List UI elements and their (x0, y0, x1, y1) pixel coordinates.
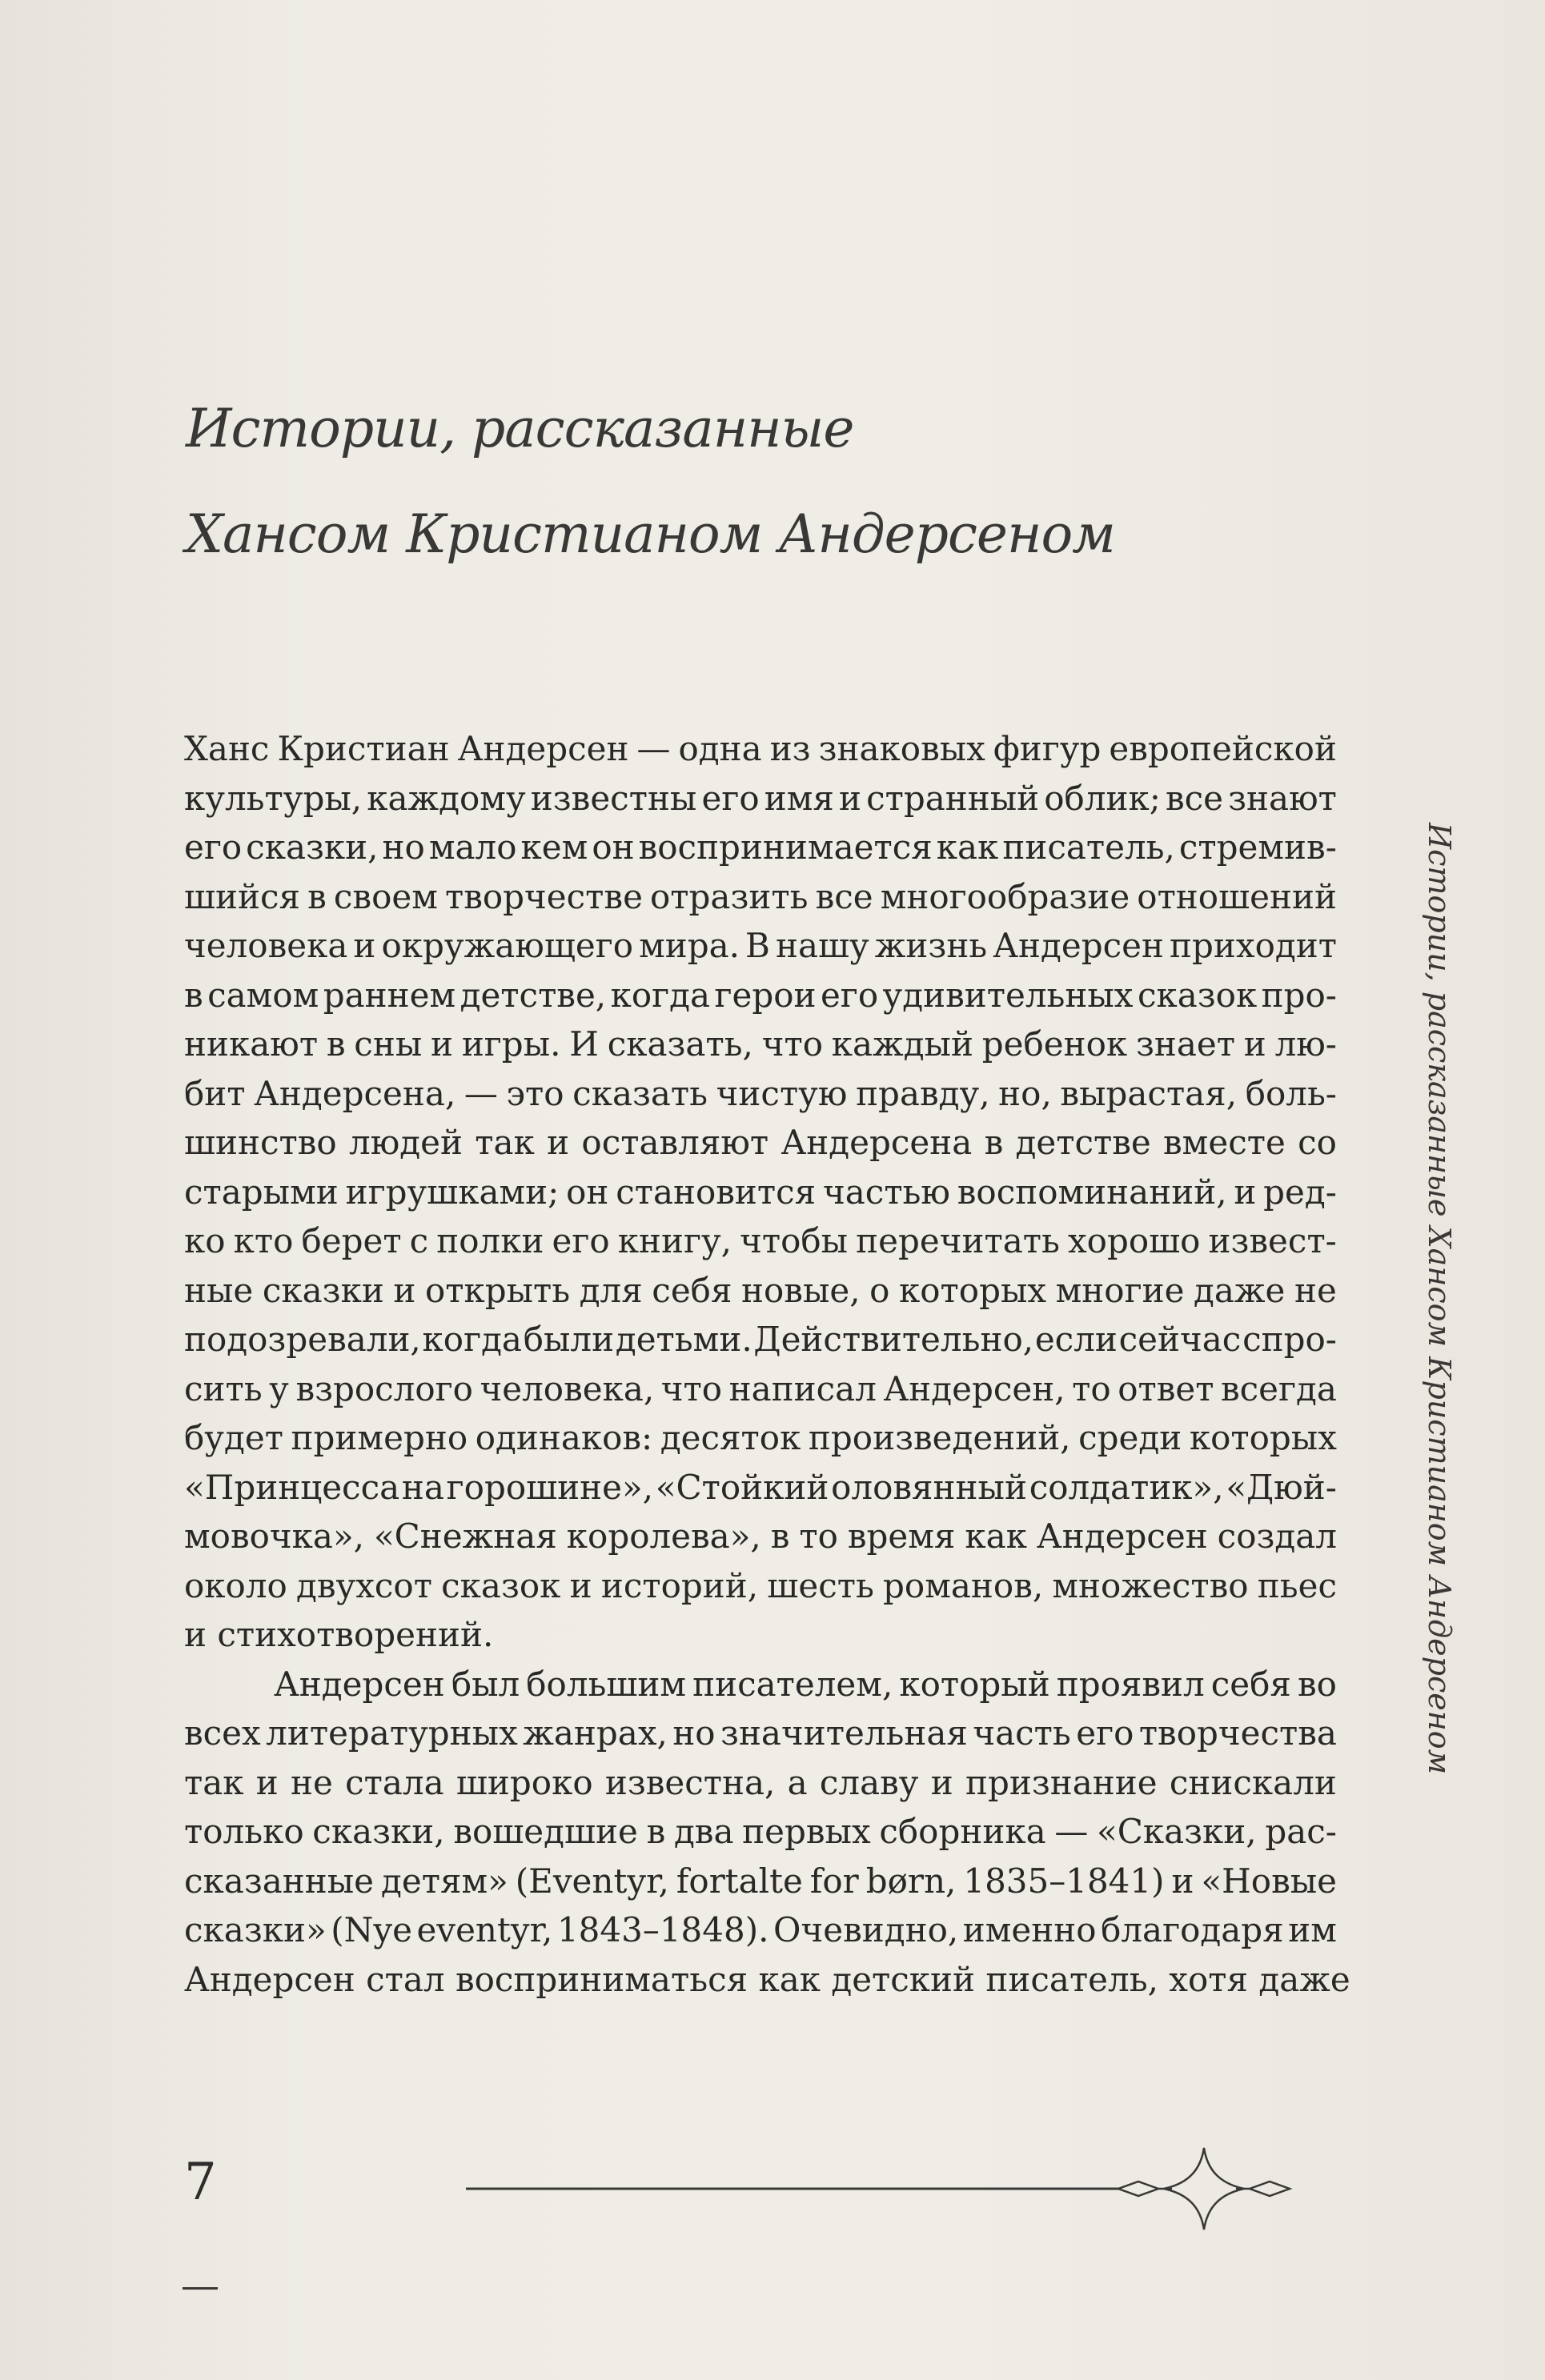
text-line: сить у взрослого человека, что написал Андерсен, то ответ всегда (184, 1368, 1337, 1408)
text-line: ко кто берет с полки его книгу, чтобы перечитать хорошо извест- (184, 1221, 1337, 1260)
text-line: Андерсен был большим писателем, который проявил себя во (274, 1664, 1337, 1704)
text-line: бит Андерсена, — это сказать чистую правду, но, вырастая, боль- (184, 1073, 1337, 1113)
text-line: ные сказки и открыть для себя новые, о которых многие даже не (184, 1270, 1337, 1310)
ornament-left-diamond (1118, 2182, 1158, 2196)
chapter-title (186, 376, 1115, 587)
ornament-center-star (1164, 2148, 1244, 2230)
chapter-title-line-1: Истории, рассказанные (186, 398, 854, 459)
running-head (1415, 823, 1471, 1775)
text-line: человека и окружающего мира. В нашу жизнь Андерсен приходит (184, 926, 1337, 965)
chapter-title-line-2: Хансом Кристианом Андерсеном (186, 503, 1115, 565)
text-line: «Принцесса на горошине», «Стойкий оловянный солдатик», «Дюй- (184, 1467, 1337, 1507)
text-line: шинство людей так и оставляют Андерсена в детстве вместе со (184, 1123, 1337, 1162)
text-line: старыми игрушками; он становится частью воспоминаний, и ред- (184, 1172, 1337, 1212)
ornament-divider (466, 2145, 1306, 2233)
page-number: 7 (184, 2153, 217, 2212)
ornament-right-diamond (1250, 2182, 1290, 2196)
text-line: около двухсот сказок и историй, шесть романов, множество пьес (184, 1565, 1337, 1605)
text-line: мовочка», «Снежная королева», в то время как Андерсен создал (184, 1517, 1337, 1556)
text-line: подозревали, когда были детьми. Действительно, если сейчас спро- (184, 1320, 1337, 1359)
text-line: его сказки, но мало кем он воспринимается как писатель, стремив- (184, 827, 1337, 867)
text-line: Ханс Кристиан Андерсен — одна из знаковых фигур европейской (184, 729, 1337, 768)
text-line: только сказки, вошедшие в два первых сборника — «Сказки, рас- (184, 1812, 1337, 1851)
running-head-text: Истории, рассказанные Хансом Кристианом Андерсеном (1422, 823, 1457, 1775)
text-line: Андерсен стал восприниматься как детский писатель, хотя даже (184, 1959, 1350, 1999)
text-line: сказки» (Nye eventyr, 1843–1848). Очевидно, именно благодаря им (184, 1910, 1337, 1949)
body-text (184, 724, 1350, 2004)
text-line: всех литературных жанрах, но значительная часть его творчества (184, 1713, 1337, 1753)
text-line: шийся в своем творчестве отразить все многообразие отношений (184, 876, 1337, 916)
text-line: сказанные детям» (Eventyr, fortalte for børn, 1835–1841) и «Новые (184, 1861, 1337, 1901)
text-line: будет примерно одинаков: десяток произведений, среди которых (184, 1418, 1337, 1457)
text-line: и стихотворений. (184, 1615, 494, 1654)
text-line: никают в сны и игры. И сказать, что каждый ребенок знает и лю- (184, 1024, 1337, 1064)
text-line: так и не стала широко известна, а славу и признание снискали (184, 1762, 1337, 1802)
text-line: в самом раннем детстве, когда герои его удивительных сказок про- (184, 975, 1337, 1015)
footer-dash (183, 2287, 218, 2290)
text-line: культуры, каждому известны его имя и странный облик; все знают (184, 778, 1337, 818)
